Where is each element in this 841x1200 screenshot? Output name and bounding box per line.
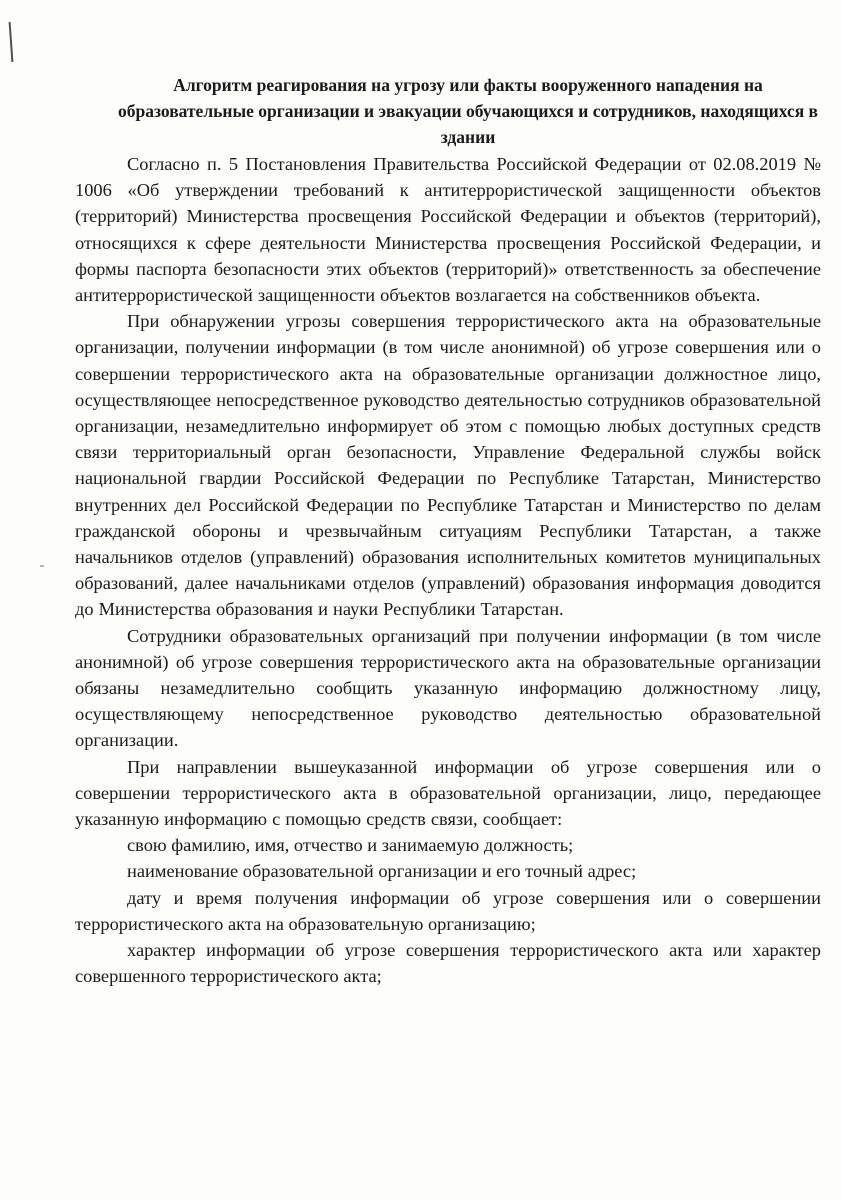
paragraph-staff-obligations: Сотрудники образовательных организаций при получении информации (в том числе анонимной) об угрозе совершения террористического акта на образовательные организации обязаны незамедлительно сообщить указанную информацию должностному лицу, осуществляющему непосредственное руководство деятельностью образовательной организации. <box>75 625 821 751</box>
document-body <box>75 72 821 990</box>
list-item: характер информации об угрозе совершения террористического акта или характер совершенного террористического акта; <box>75 940 821 987</box>
paragraph-threat-detection: При обнаружении угрозы совершения террористического акта на образовательные организации, получении информации (в том числе анонимной) об угрозе совершения или о совершении террористического акта на образовательные организации должностное лицо, осуществляющее непосредственное руководство деятельностью сотрудников образовательной организации, незамедлительно информирует об этом с помощью любых доступных средств связи территориальный орган безопасности, Управление Федеральной службы войск национальной гвардии Российской Федерации по Республике Татарстан, Министерство внутренних дел Российской Федерации по Республике Татарстан и Министерство по делам гражданской обороны и чрезвычайным ситуациям Республики Татарстан, а также начальников отделов (управлений) образования исполнительных комитетов муниципальных образований, далее начальниками отделов (управлений) образования информация доводится до Министерства образования и науки Республики Татарстан. <box>75 311 821 620</box>
list-item: наименование образовательной организации и его точный адрес; <box>127 861 637 882</box>
document-title: Алгоритм реагирования на угрозу или факты вооруженного нападения на образовательные организации и эвакуации обучающихся и сотрудников, находящихся в здании <box>117 75 819 147</box>
scan-artifact-mark <box>9 22 14 62</box>
scan-artifact-speck <box>40 565 44 567</box>
paragraph-report-contents: При направлении вышеуказанной информации об угрозе совершения или о совершении террористического акта в образовательной организации, лицо, передающее указанную информацию с помощью средств связи, сообщает: <box>75 756 821 830</box>
list-item: дату и время получения информации об угрозе совершения или о совершении террористического акта на образовательную организацию; <box>75 887 821 934</box>
list-item: свою фамилию, имя, отчество и занимаемую должность; <box>127 835 574 856</box>
paragraph-legal-basis: Согласно п. 5 Постановления Правительства Российской Федерации от 02.08.2019 № 1006 «Об утверждении требований к антитеррористической защищенности объектов (территорий) Министерства просвещения Российской Федерации и объектов (территорий), относящихся к сфере деятельности Министерства просвещения Российской Федерации, и формы паспорта безопасности этих объектов (территорий)» ответственность за обеспечение антитеррористической защищенности объектов возлагается на собственников объекта. <box>75 154 821 306</box>
